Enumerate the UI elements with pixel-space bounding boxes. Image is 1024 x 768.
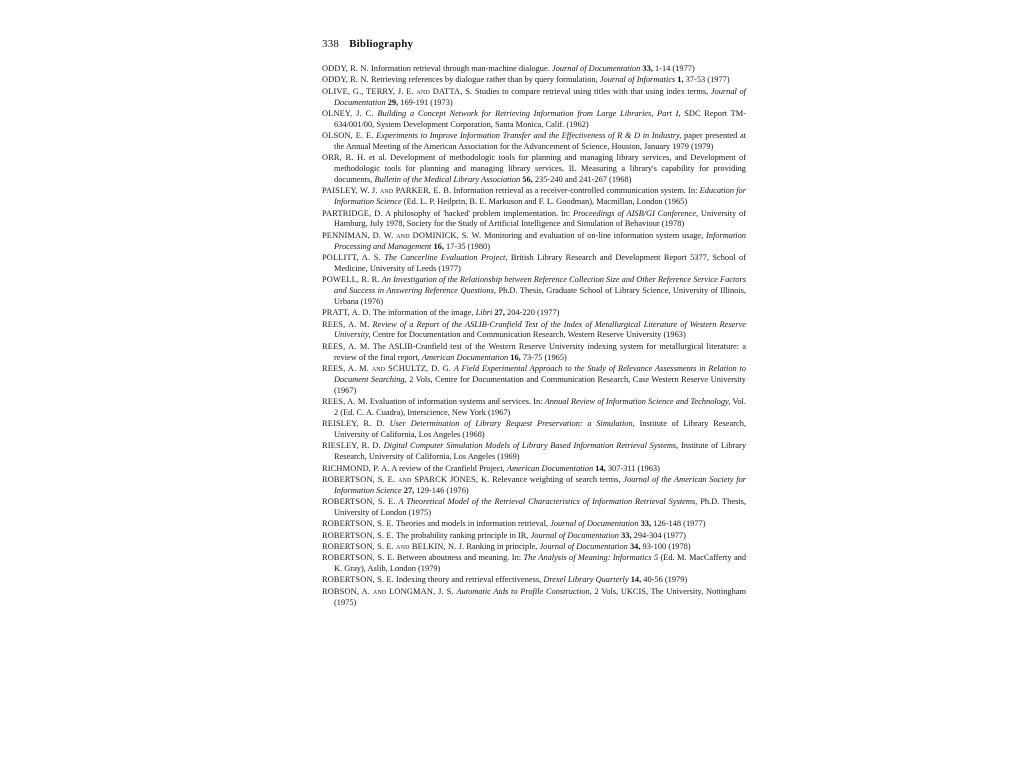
entry-author: REISLEY, R. D. xyxy=(322,419,385,429)
entry-source: Journal of Documentation xyxy=(550,519,639,529)
entry-author: REES, A. M. and SCHULTZ, D. G. xyxy=(322,363,452,373)
entry-author: ODDY, R. N. xyxy=(322,64,369,73)
entry-author: ROBERTSON, S. E. and SPARCK JONES, K. xyxy=(322,474,490,484)
entry-author: REES, A. M. xyxy=(322,319,370,329)
entry-author: POLLITT, A. S. xyxy=(322,252,381,262)
entry-text: The probability ranking principle in IR, xyxy=(395,530,529,540)
running-head xyxy=(322,38,746,50)
entry-author: REES, A. M. xyxy=(322,397,368,407)
entry-details: 307-311 (1963) xyxy=(607,463,660,473)
entry-text: Between aboutness and meaning. In: xyxy=(396,553,522,563)
entry-text: Indexing theory and retrieval effectiveness, xyxy=(396,575,542,585)
entry-details: Institute of Library Research, University of California, Los Angeles (1968) xyxy=(334,419,746,440)
bibliography-entry xyxy=(322,342,746,364)
entry-source: Bulletin of the Medical Library Association xyxy=(374,175,521,185)
entry-details: (Ed. M. MacCafferty and K. Gray), Aslib, London (1979) xyxy=(334,553,747,574)
entry-source: Journal of Documentation xyxy=(334,86,746,107)
entry-author: POWELL, R. R. xyxy=(322,275,380,285)
entry-author: ROBERTSON, S. E. xyxy=(322,519,394,529)
entry-text: The ASLIB-Cranfield test of the Western Reserve University indexing system for metallurgical literature: a review of the final report, xyxy=(334,341,746,362)
entry-source: Education for Information Science xyxy=(334,186,746,207)
entry-author: PRATT, A. D. xyxy=(322,308,371,318)
entry-author: ROBERTSON, S. E. xyxy=(322,553,395,563)
entry-text: Information retrieval through man-machine dialogue. xyxy=(370,64,550,73)
entry-source: Drexel Library Quarterly xyxy=(543,575,629,585)
entry-details: 2 Vols, UKCIS, The University, Nottingham (1975) xyxy=(334,586,746,607)
bibliography-entry xyxy=(322,153,746,186)
entry-volume: 14, xyxy=(595,463,606,473)
entry-text: Retrieving references by dialogue rather than by query formulation, xyxy=(370,75,598,85)
entry-text: A philosophy of 'hacked' problem implementation. In: xyxy=(385,208,571,218)
entry-author: PENNIMAN, D. W. and DOMINICK, S. W. xyxy=(322,230,482,240)
entry-details: 17-35 (1980) xyxy=(446,241,491,251)
entry-author: ROBSON, A. and LONGMAN, J. S. xyxy=(322,586,454,596)
entry-details: 129-146 (1976) xyxy=(416,485,469,495)
entry-details: 169-191 (1973) xyxy=(400,97,453,107)
entry-author: ODDY, R. N. xyxy=(322,75,369,85)
bibliography-entry xyxy=(322,587,746,609)
bibliography-entry xyxy=(322,364,746,397)
entry-text: A review of the Cranfield Project, xyxy=(391,463,505,473)
bibliography-entry xyxy=(322,253,746,275)
entry-text: Theories and models in information retrieval, xyxy=(395,519,548,529)
entry-author: RIESLEY, R. D. xyxy=(322,441,381,451)
page-title: Bibliography xyxy=(349,38,414,50)
bibliography-entry xyxy=(322,419,746,441)
entry-volume: 33, xyxy=(640,519,652,529)
book-page xyxy=(322,38,746,702)
bibliography-entry xyxy=(322,497,746,519)
entry-details: Ph.D. Thesis, Graduate School of Library Science, University of Illinois, Urbana (1976) xyxy=(334,286,747,306)
entry-volume: 1, xyxy=(677,75,684,85)
entry-source: Automatic Aids to Profile Construction, xyxy=(456,586,592,596)
entry-details: 1-14 (1977) xyxy=(654,64,695,73)
entry-source: Journal of Documentation xyxy=(530,530,619,540)
entry-source: Digital Computer Simulation Models of Library Based Information Retrieval Systems, xyxy=(383,441,679,451)
bibliography-entry xyxy=(322,87,746,109)
bibliography-entry xyxy=(322,397,746,419)
entry-source: Information Processing and Management xyxy=(334,230,746,251)
entry-author: REES, A. M. xyxy=(322,341,370,351)
entry-text: Information retrieval as a receiver-controlled communication system. In: xyxy=(453,186,698,196)
bibliography-entry xyxy=(322,308,746,319)
entry-source: American Documentation xyxy=(506,463,594,473)
entry-volume: 27, xyxy=(494,308,505,318)
bibliography-entry xyxy=(322,464,746,475)
entry-author: PARTRIDGE, D. xyxy=(322,208,383,218)
entry-author: RICHMOND, P. A. xyxy=(322,463,390,473)
entry-source: Annual Review of Information Science and Technology, xyxy=(544,397,731,407)
entry-text: Monitoring and evaluation of on-line information system usage, xyxy=(483,230,704,240)
entry-details: 2 Vols, Centre for Documentation and Communication Research, Case Western Reserve University (1967) xyxy=(334,374,746,395)
entry-source: Review of a Report of the ASLIB-Cranfield Test of the Index of Metallurgical Literature of Western Reserve University, xyxy=(334,319,747,340)
entry-text: Evaluation of information systems and services. In: xyxy=(369,397,543,407)
entry-details: 40-56 (1979) xyxy=(643,575,688,585)
entry-source: User Determination of Library Request Preservation: a Simulation, xyxy=(389,419,635,429)
entry-details: Centre for Documentation and Communication Research, Western Reserve University (1963) xyxy=(372,330,686,340)
entry-source: Libri xyxy=(475,308,493,318)
bibliography-entry xyxy=(322,231,746,253)
entry-author: OLIVE, G., TERRY, J. E. and DATTA, S. xyxy=(322,86,473,96)
entry-volume: 56, xyxy=(522,175,533,185)
entry-text: Studies to compare retrieval using titles with that using index terms, xyxy=(474,86,709,96)
entry-details: 235-240 and 241-267 (1968) xyxy=(534,175,632,185)
entry-author: PAISLEY, W. J. and PARKER, E. B. xyxy=(322,186,452,196)
bibliography-entry xyxy=(322,519,746,530)
bibliography-entry xyxy=(322,553,746,575)
entry-details: paper presented at the Annual Meeting of the American Association for the Advancement of Science, Houston, January 1979 (1979) xyxy=(334,131,747,151)
bibliography-entry xyxy=(322,275,746,308)
bibliography-entry xyxy=(322,209,746,231)
entry-details: Vol. 2 (Ed. C. A. Cuadra), Interscience, New York (1967) xyxy=(334,397,746,417)
entry-details: 204-220 (1977) xyxy=(507,308,560,318)
entry-source: Journal of Documentation xyxy=(551,64,641,73)
bibliography-list xyxy=(322,64,746,609)
entry-source: Journal of Documentation xyxy=(539,541,628,551)
entry-source: American Documentation xyxy=(421,352,509,362)
bibliography-entry xyxy=(322,575,746,586)
entry-source: A Field Experimental Approach to the Study of Relevance Assessments in Relation to Document Searching, xyxy=(334,363,746,384)
entry-details: 126-148 (1977) xyxy=(653,519,706,529)
entry-text: Relevance weighting of search terms, xyxy=(492,474,621,484)
entry-details: Institute of Library Research, University of California, Los Angeles (1969) xyxy=(334,441,747,462)
entry-details: University of Hamburg, July 1978, Society for the Study of Artificial Intelligence and Simulation of Behaviour (1978) xyxy=(334,208,746,229)
entry-volume: 14, xyxy=(630,575,642,585)
entry-author: OLSON, E. E. xyxy=(322,131,374,140)
entry-author: OLNEY, J. C. xyxy=(322,108,374,118)
entry-text: et al. Development of methodologic tools for planning and managing library services, and Development of methodologic tools for planning and managing library services. II. Measuring a library's capability for providing documents, xyxy=(334,153,746,185)
entry-source: An Investigation of the Relationship between Reference Collection Size and Other Reference Service Factors and Success in Answering Reference Questions, xyxy=(334,275,747,296)
entry-details: (Ed. L. P. Heilprin, B. E. Markuson and F. L. Goodman), Macmillan, London (1965) xyxy=(403,197,688,207)
entry-source: The Analysis of Meaning: Informatics 5 xyxy=(523,553,659,563)
bibliography-entry xyxy=(322,542,746,553)
entry-volume: 34, xyxy=(629,541,641,551)
entry-volume: 16, xyxy=(510,352,521,362)
entry-details: SDC Report TM-634/001/00, System Development Corporation, Santa Monica, Calif. (1962) xyxy=(334,108,746,129)
bibliography-entry xyxy=(322,441,746,463)
bibliography-entry xyxy=(322,531,746,542)
bibliography-entry xyxy=(322,75,746,86)
bibliography-entry xyxy=(322,109,746,131)
entry-source: Building a Concept Network for Retrieving Information from Large Libraries, Part I, xyxy=(377,108,681,118)
page-number: 338 xyxy=(322,38,340,50)
entry-source: Journal of the American Society for Information Science xyxy=(334,474,747,495)
entry-volume: 16, xyxy=(433,241,444,251)
entry-author: ORR, R. H. xyxy=(322,153,366,163)
entry-author: ROBERTSON, S. E. xyxy=(322,497,396,507)
entry-volume: 27, xyxy=(403,485,415,495)
bibliography-entry xyxy=(322,320,746,342)
bibliography-entry xyxy=(322,186,746,208)
entry-volume: 33, xyxy=(621,530,632,540)
entry-details: Ph.D. Thesis, University of London (1975) xyxy=(334,497,747,518)
entry-source: A Theoretical Model of the Retrieval Characteristics of Information Retrieval Systems, xyxy=(398,497,698,507)
bibliography-entry xyxy=(322,475,746,497)
entry-author: ROBERTSON, S. E. and BELKIN, N. J. xyxy=(322,541,465,551)
entry-details: 73-75 (1965) xyxy=(522,352,567,362)
entry-details: British Library Research and Development Report 5377, School of Medicine, University of Leeds (1977) xyxy=(334,252,747,273)
bibliography-entry xyxy=(322,64,746,75)
entry-source: Journal of Informatics xyxy=(599,75,676,85)
entry-source: Experiments to Improve Information Transfer and the Effectiveness of R & D in Industry, xyxy=(376,131,682,140)
entry-source: Proceedings of AISB/GI Conference, xyxy=(573,208,699,218)
entry-details: 294-304 (1977) xyxy=(633,530,686,540)
entry-author: ROBERTSON, S. E. xyxy=(322,530,394,540)
entry-details: 93-100 (1978) xyxy=(642,541,691,551)
entry-text: Ranking in principle, xyxy=(466,541,538,551)
entry-volume: 33, xyxy=(642,64,653,73)
entry-author: ROBERTSON, S. E. xyxy=(322,575,394,585)
entry-volume: 29, xyxy=(387,97,399,107)
bibliography-entry xyxy=(322,131,746,153)
entry-source: The Cancerline Evaluation Project, xyxy=(384,252,508,262)
entry-text: The information of the image, xyxy=(372,308,474,318)
entry-details: 37-53 (1977) xyxy=(685,75,730,85)
